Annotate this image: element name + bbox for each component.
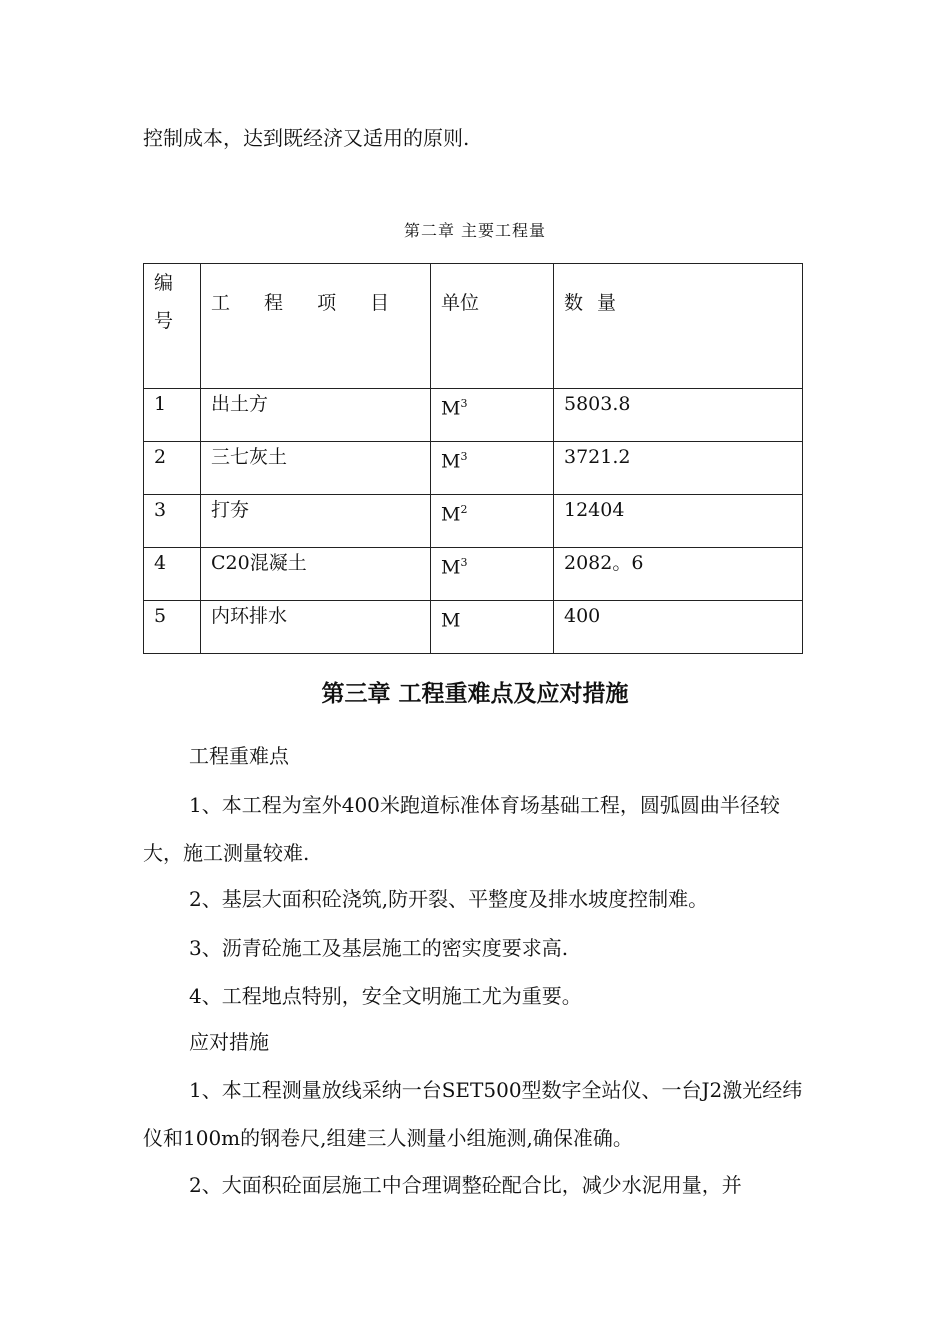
table-row: [144, 389, 803, 442]
cell-item: 打夯: [201, 495, 431, 548]
header-number: [144, 264, 201, 389]
unit-base: M: [441, 503, 461, 526]
table-row: [144, 601, 803, 654]
unit-base: M: [441, 556, 461, 579]
measures-label: 应对措施: [189, 1030, 269, 1054]
header-unit-label: 单位: [441, 292, 480, 314]
unit-exponent: 3: [460, 556, 468, 569]
difficulty-item-1: [143, 791, 809, 877]
unit-base: M: [441, 609, 461, 632]
table-row: [144, 548, 803, 601]
difficulty-item-2: 2、基层大面积砼浇筑,防开裂、平整度及排水坡度控制难。: [189, 887, 709, 911]
cell-unit: [431, 495, 554, 548]
difficulty-item-4: 4、工程地点特别，安全文明施工尤为重要。: [189, 984, 582, 1008]
cell-quantity: 2082。6: [554, 548, 803, 601]
header-unit: [431, 264, 554, 389]
cell-item: C20混凝土: [201, 548, 431, 601]
header-number-label: 编号: [154, 272, 174, 332]
cell-unit: [431, 389, 554, 442]
unit-exponent: 3: [460, 450, 468, 463]
table-caption: 第二章 主要工程量: [403, 221, 547, 240]
cell-number: 4: [144, 548, 201, 601]
table-row: [144, 495, 803, 548]
measure-item-1: [143, 1076, 809, 1162]
cell-quantity: 5803.8: [554, 389, 803, 442]
difficulty-text: 1、本工程为室外400米跑道标准体育场基础工程，圆弧圆曲半径较大，施工测量较难.: [143, 793, 780, 865]
header-quantity-label: 数 量: [564, 292, 621, 314]
header-item-label: 工 程 项 目: [211, 292, 404, 314]
cell-number: 5: [144, 601, 201, 654]
cell-item: 内环排水: [201, 601, 431, 654]
cell-unit: [431, 548, 554, 601]
cell-unit: [431, 442, 554, 495]
chapter-title: 第三章 工程重难点及应对措施: [321, 681, 629, 707]
cell-quantity: 12404: [554, 495, 803, 548]
unit-exponent: 3: [460, 397, 468, 410]
unit-base: M: [441, 450, 461, 473]
unit-base: M: [441, 397, 461, 420]
difficulty-item-3: 3、沥青砼施工及基层施工的密实度要求高.: [189, 936, 569, 960]
measure-item-2: 2、大面积砼面层施工中合理调整砼配合比，减少水泥用量，并: [189, 1173, 742, 1197]
header-quantity: [554, 264, 803, 389]
intro-tail-text: 控制成本，达到既经济又适用的原则.: [143, 126, 470, 150]
cell-item: 出土方: [201, 389, 431, 442]
cell-quantity: 400: [554, 601, 803, 654]
cell-number: 1: [144, 389, 201, 442]
difficulties-label: 工程重难点: [189, 744, 289, 768]
cell-unit: [431, 601, 554, 654]
table-header-row: [144, 264, 803, 389]
measure-text: 1、本工程测量放线采纳一台SET500型数字全站仪、一台J2激光经纬仪和100m的钢卷尺,组建三人测量小组施测,确保准确。: [143, 1078, 803, 1150]
cell-item: 三七灰土: [201, 442, 431, 495]
cell-number: 2: [144, 442, 201, 495]
header-item: [201, 264, 431, 389]
table-row: [144, 442, 803, 495]
cell-number: 3: [144, 495, 201, 548]
unit-exponent: 2: [460, 503, 468, 516]
quantities-table: [143, 263, 803, 654]
cell-quantity: 3721.2: [554, 442, 803, 495]
